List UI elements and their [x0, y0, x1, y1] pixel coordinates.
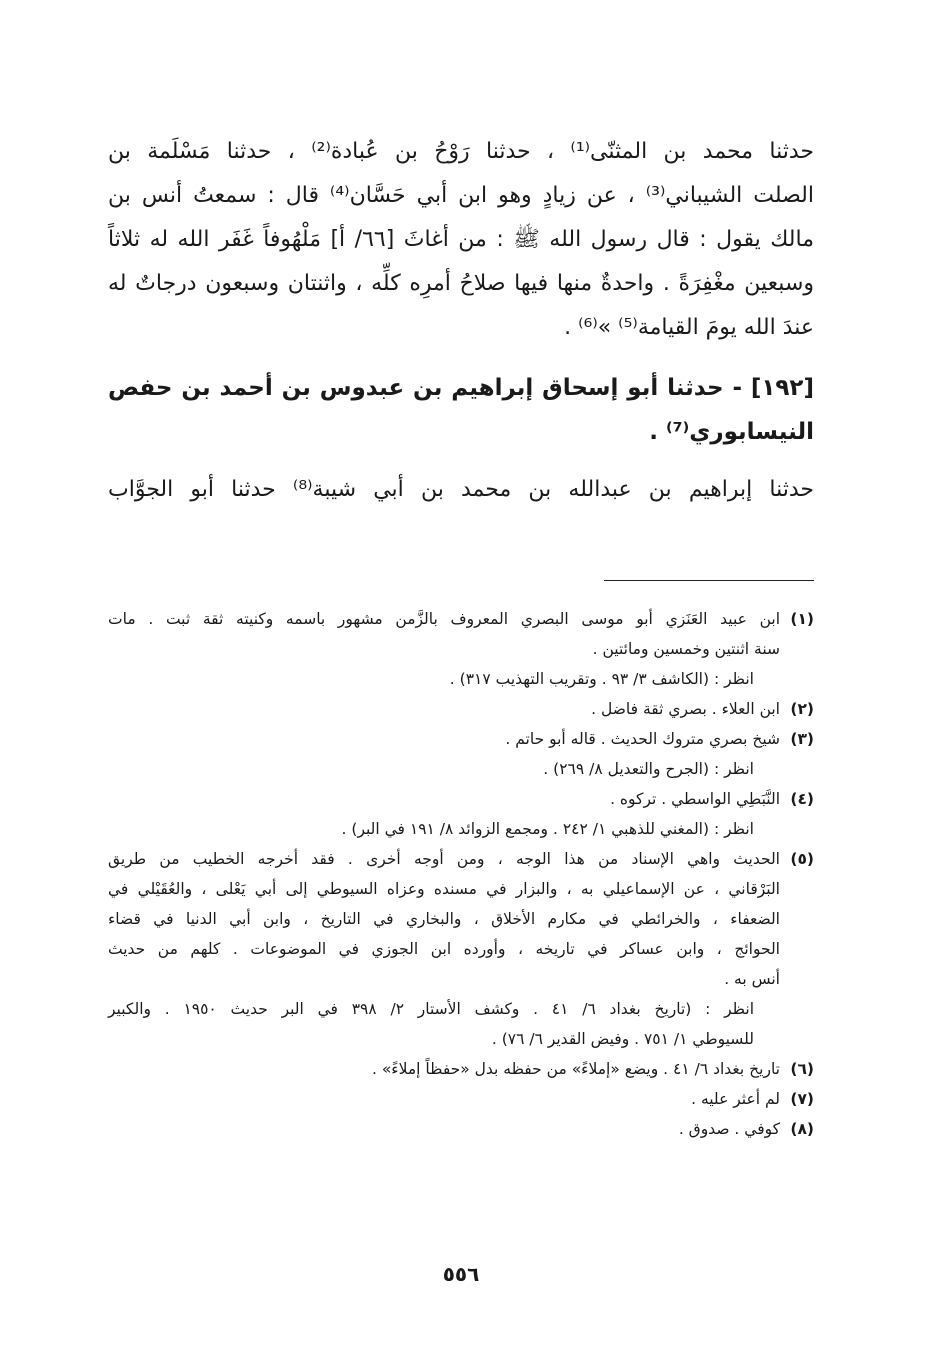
footnote-text [108, 784, 780, 814]
footnote-number: (٣) [790, 730, 814, 748]
footnote-line: الحديث واهي الإسناد من هذا الوجه ، ومن أوجه أخرى . فقد أخرجه الخطيب من طريق [108, 850, 780, 868]
footnote-line: ابن عبيد العَنَزي أبو موسى البصري المعروف بالزَّمن مشهور باسمه وكنيته ثقة ثبت . مات [108, 610, 780, 628]
footnote-text [108, 844, 780, 994]
footnote-line: الضعفاء ، والخرائطي في مكارم الأخلاق ، والبخاري في التاريخ ، وابن أبي الدنيا في قضاء [108, 910, 780, 928]
footnote [108, 694, 814, 724]
footnote-line: أنس به . [724, 970, 780, 988]
footnote-text [108, 724, 780, 754]
hadith-paragraph [108, 130, 814, 350]
footnote [108, 1114, 814, 1144]
footnote-reference [108, 814, 814, 844]
reference-line: انظر : (تاريخ بغداد ٦/ ٤١ . وكشف الأستار ٢/ ٣٩٨ في البر حديث ١٩٥٠ . والكبير [108, 1000, 755, 1018]
isnad-paragraph: حدثنا إبراهيم بن عبدالله بن محمد بن أبي شيبة⁽⁸⁾ حدثنا أبو الجوَّاب [108, 477, 814, 502]
footnote [108, 1054, 814, 1084]
page [108, 0, 814, 1360]
page-number: ٥٥٦ [442, 1262, 480, 1286]
footnote-number: (٧) [790, 1090, 814, 1108]
footnote-line: ابن العلاء . بصري ثقة فاضل . [591, 700, 780, 718]
text-line: حدثنا محمد بن المثنّى⁽¹⁾ ، حدثنا رَوْحُ بن عُبادة⁽²⁾ ، حدثنا مَسْلَمة بن [108, 139, 814, 164]
footnote-line: البَرْقاني ، عن الإسماعيلي به ، والبزار في مسنده وعزاه السيوطي إلى أبي يَعْلى ، والعُقَيْلي في [108, 880, 780, 898]
footnote-reference [108, 994, 814, 1054]
reference-line: انظر : (الجرح والتعديل ٨/ ٢٦٩) . [543, 760, 754, 778]
footnote-text [108, 604, 780, 664]
footnote-reference [108, 664, 814, 694]
footnote-line: لم أعثر عليه . [691, 1090, 780, 1108]
footnote [108, 844, 814, 994]
section-heading [108, 366, 814, 454]
footnote-number: (٦) [790, 1060, 814, 1078]
text-line: الصلت الشيباني⁽³⁾ ، عن زيادٍ وهو ابن أبي حَسَّان⁽⁴⁾ قال : سمعتُ أنس بن [108, 183, 814, 208]
heading-line: النيسابوري⁽⁷⁾ . [649, 419, 814, 445]
footnote-number: (٨) [790, 1120, 814, 1138]
footnote-line: سنة اثنتين وخمسين ومائتين . [592, 640, 780, 658]
text-line: مالك يقول : قال رسول الله ﷺ : من أغاثَ [٦٦/ أ] مَلْهُوفاً غَفَر الله له ثلاثاً [108, 227, 814, 252]
footnote-number: (١) [790, 610, 814, 628]
footnote-line: الحوائج ، وابن عساكر في تاريخه ، وأورده ابن الجوزي في الموضوعات . كلهم من حديث [108, 940, 780, 958]
reference-line: للسيوطي ١/ ٧٥١ . وفيض القدير ٦/ ٧٦) . [491, 1030, 754, 1048]
reference-line: انظر : (الكاشف ٣/ ٩٣ . وتقريب التهذيب ٣١٧) . [449, 670, 754, 688]
footnote-line: شيخ بصري متروك الحديث . قاله أبو حاتم . [505, 730, 780, 748]
heading-line: [١٩٢] - حدثنا أبو إسحاق إبراهيم بن عبدوس بن أحمد بن حفص [108, 375, 814, 401]
footnote [108, 604, 814, 664]
footnote-line: تاريخ بغداد ٦/ ٤١ . ويضع «إملاءً» من حفظه بدل «حفظاً إملاءً» . [371, 1060, 780, 1078]
footnote-reference [108, 754, 814, 784]
footnote-separator [604, 580, 814, 581]
footnote-number: (٢) [790, 700, 814, 718]
footnote [108, 724, 814, 754]
footnote-text [108, 694, 780, 724]
footnote [108, 1084, 814, 1114]
footnote-text [108, 1084, 780, 1114]
footnote [108, 784, 814, 814]
footnote-number: (٤) [790, 790, 814, 808]
footnote-text [108, 1054, 780, 1084]
reference-line: انظر : (المغني للذهبي ١/ ٢٤٢ . ومجمع الزوائد ٨/ ١٩١ في البر) . [341, 820, 754, 838]
footnote-line: كوفي . صدوق . [678, 1120, 780, 1138]
footnote-number: (٥) [790, 850, 814, 868]
footnote-line: النَّبَطِي الواسطي . تركوه . [610, 790, 780, 808]
main-text [108, 130, 814, 512]
text-line: عندَ الله يومَ القيامة⁽⁵⁾ »⁽⁶⁾ . [564, 315, 814, 340]
footnotes [108, 604, 814, 1144]
footnote-text [108, 1114, 780, 1144]
text-line: وسبعين مغْفِرَةً . واحدةٌ منها فيها صلاحُ أمرِه كلِّه ، واثنتان وسبعون درجاتٌ له [108, 271, 814, 296]
